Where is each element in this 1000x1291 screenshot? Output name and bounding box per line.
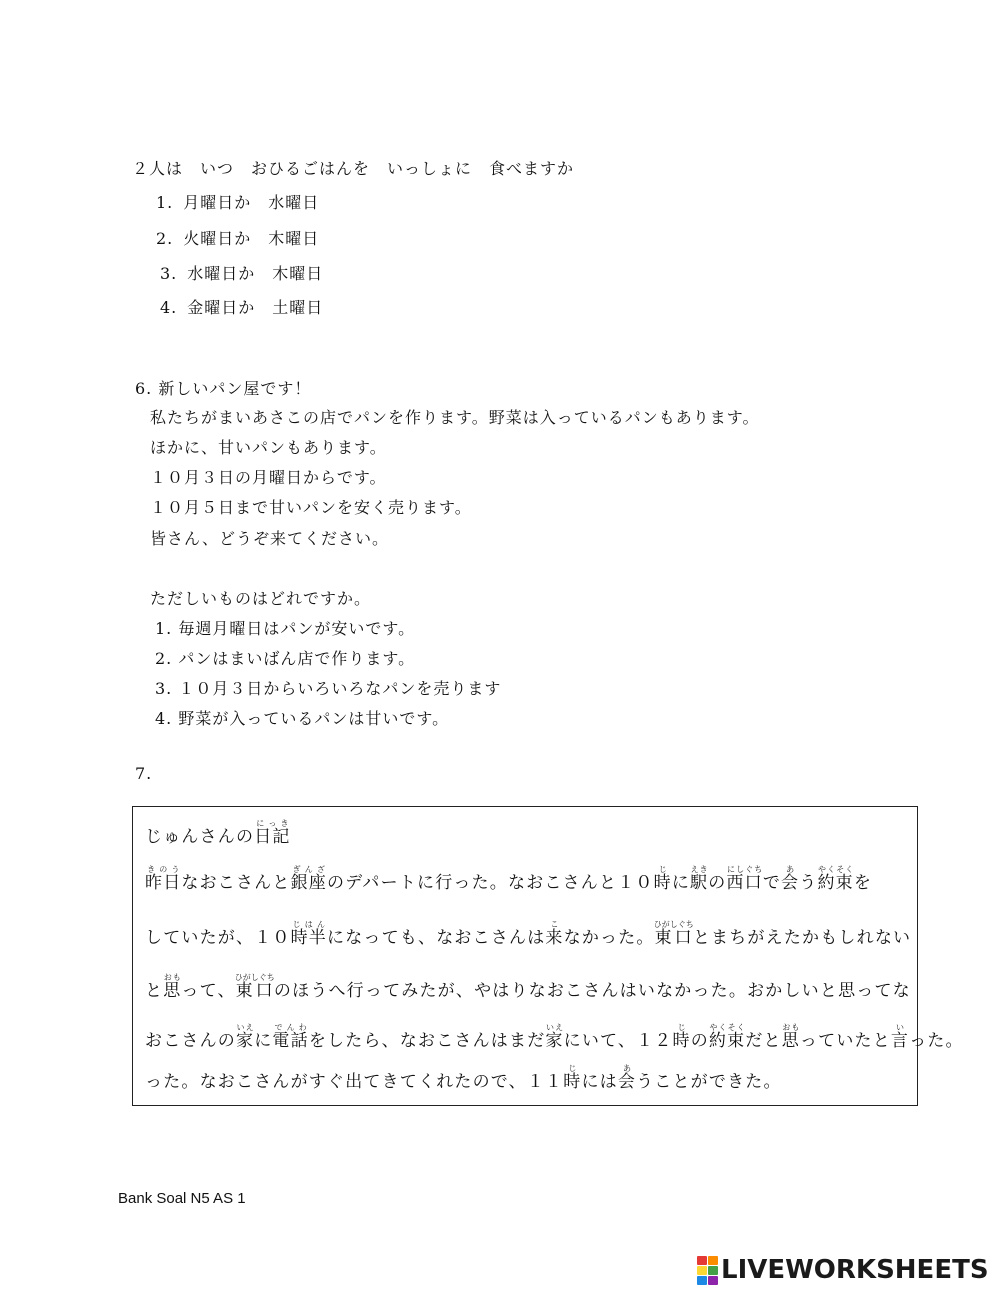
q7-number: 7. — [135, 764, 153, 783]
logo-block — [697, 1256, 707, 1265]
liveworksheets-logo — [697, 1252, 989, 1288]
furigana-word: 会あ — [781, 865, 800, 893]
q5-option-text: 月曜日か 水曜日 — [183, 193, 320, 212]
furigana-word: 約束やくそく — [708, 1023, 746, 1051]
diary-line: おこさんの家いえに電話でんわをしたら、なおこさんはまだ家いえにいて、１２時じの約束やくそくだと思おもっていたと言いった。 — [145, 1023, 964, 1051]
furigana-word: 時じ — [563, 1064, 582, 1092]
logo-block — [697, 1266, 707, 1275]
diary-title-prefix: じゅんさんの — [145, 827, 255, 847]
q6-option-4: 4. 野菜が入っているパンは甘いです。 — [155, 709, 450, 728]
q6-body-line: １０月３日の月曜日からです。 — [150, 468, 387, 487]
furigana-word: 言い — [890, 1023, 910, 1051]
diary-title-kanji: 日記にっき — [254, 819, 291, 847]
furigana-word: 来こ — [545, 920, 564, 948]
q5-option-4 — [160, 295, 323, 318]
q5-option-number: 1. — [156, 193, 174, 212]
q6-body-line: ほかに、甘いパンもあります。 — [150, 438, 387, 457]
furigana-word: 時じ — [672, 1023, 691, 1051]
logo-blocks-icon — [697, 1256, 718, 1285]
logo-block — [697, 1276, 707, 1285]
furigana-word: 思おも — [781, 1023, 800, 1051]
q5-option-3 — [160, 261, 323, 284]
logo-text: LIVEWORKSHEETS — [721, 1255, 989, 1285]
q6-prompt: ただしいものはどれですか。 — [150, 589, 372, 608]
logo-block — [708, 1276, 718, 1285]
q5-option-1 — [156, 190, 319, 213]
q6-body-line: 皆さん、どうぞ来てください。 — [150, 529, 389, 548]
q5-option-number: 3. — [160, 264, 178, 283]
diary-line: と思おもって、東口ひがしぐちのほうへ行ってみたが、やはりなおこさんはいなかった。おかしいと思ってな — [145, 973, 911, 1001]
q5-option-2 — [156, 226, 319, 249]
q5-option-text: 水曜日か 木曜日 — [187, 264, 324, 283]
furigana-word: 時じ — [653, 865, 672, 893]
q6-option-1: 1. 毎週月曜日はパンが安いです。 — [155, 619, 416, 638]
furigana-word: 昨日きのう — [145, 865, 182, 893]
furigana-word: 東口ひがしぐち — [234, 973, 275, 1001]
furigana-word: 思おも — [163, 973, 182, 1001]
logo-block — [708, 1256, 718, 1265]
q6-body-line: 私たちがまいあさこの店でパンを作ります。野菜は入っているパンもあります。 — [150, 408, 760, 427]
furigana-word: 時半じはん — [290, 920, 328, 948]
furigana-word: 家いえ — [236, 1023, 255, 1051]
diary-line: った。なおこさんがすぐ出てきてくれたので、１１時じには会あうことができた。 — [145, 1064, 782, 1092]
furigana-word: 約束やくそく — [817, 865, 854, 893]
logo-block — [708, 1266, 718, 1275]
q5-option-text: 金曜日か 土曜日 — [187, 298, 324, 317]
diary-title — [145, 819, 291, 847]
q6-option-2: 2. パンはまいばん店で作ります。 — [155, 649, 416, 668]
q5-question: ２人は いつ おひるごはんを いっしょに 食べますか — [132, 159, 575, 178]
q5-option-text: 火曜日か 木曜日 — [183, 229, 320, 248]
furigana-word: 家いえ — [545, 1023, 564, 1051]
diary-box — [132, 806, 964, 1106]
diary-line: 昨日きのうなおこさんと銀座ぎんざのデパートに行った。なおこさんと１０時じに駅えきの西口にしぐちで会あう約束やくそくを — [145, 865, 873, 893]
furigana-word: 電話でんわ — [272, 1023, 309, 1051]
furigana-word: 駅えき — [690, 865, 709, 893]
diary-line: していたが、１０時半じはんになっても、なおこさんは来こなかった。東口ひがしぐちとまちがえたかもしれない — [145, 920, 912, 948]
q6-body-line: １０月５日まで甘いパンを安く売ります。 — [150, 498, 472, 517]
furigana-word: 銀座ぎんざ — [290, 865, 328, 893]
q6-option-3: 3. １０月３日からいろいろなパンを売ります — [155, 679, 502, 698]
furigana-word: 西口にしぐち — [726, 865, 763, 893]
furigana-word: 会あ — [617, 1064, 637, 1092]
bank-label: Bank Soal N5 AS 1 — [118, 1190, 246, 1207]
furigana-word: 東口ひがしぐち — [653, 920, 694, 948]
q5-option-number: 2. — [156, 229, 174, 248]
q5-option-number: 4. — [160, 298, 178, 317]
q6-heading: 6. 新しいパン屋です！ — [135, 379, 312, 398]
